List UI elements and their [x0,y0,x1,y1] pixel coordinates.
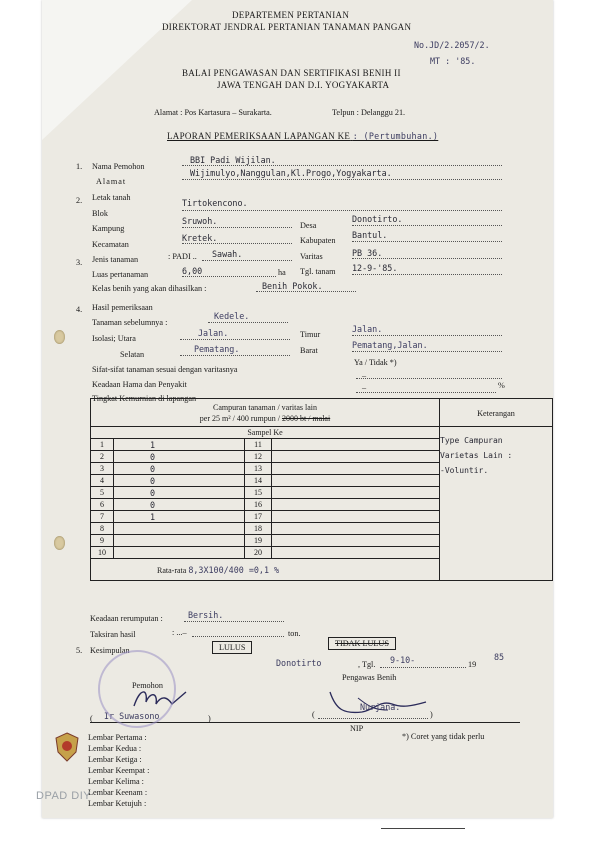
dotted-line [180,339,290,340]
dotted-line [182,243,292,244]
rata-row [91,559,440,581]
sample-value [272,475,440,487]
lembar-item: Lembar Keenam : [88,788,148,797]
kampung-value: Sruwoh. [182,216,218,226]
pemohon-label: Nama Pemohon [92,162,145,171]
section-number-4: 4. [76,305,83,314]
tgl-tanam-label: Tgl. tanam [300,267,336,276]
keterangan-line: -Voluntir. [440,466,489,475]
footer-line [381,828,465,829]
taksiran-label: Taksiran hasil [90,630,136,639]
sample-number: 1 [91,439,114,451]
isolasi-label: Isolasi; Utara [92,334,136,343]
dotted-line [256,291,356,292]
dotted-line [208,322,288,323]
lembar-item: Lembar Kedua : [88,744,142,753]
kemurnian-unit: % [498,381,505,390]
sample-value [272,487,440,499]
sample-value [272,523,440,535]
utara-value: Jalan. [198,328,229,338]
dotted-line [180,355,290,356]
sample-number: 19 [245,535,272,547]
place-value: Donotirto [276,658,322,668]
sample-value [272,535,440,547]
pemohon-sig-label: Pemohon [132,681,163,690]
coret-note: *) Coret yang tidak perlu [402,732,485,741]
sample-number: 6 [91,499,114,511]
archive-watermark: DPAD DIY [36,790,92,802]
pengawas-nip: NIP [350,724,364,733]
selatan-label: Selatan [120,350,145,359]
dotted-line [182,210,502,211]
taksiran-unit: ton. [288,629,301,638]
sample-number: 2 [91,451,114,463]
dotted-line [182,179,502,180]
sebelumnya-label: Tanaman sebelumnya : [92,318,168,327]
hama-value: – [362,371,367,380]
sample-value: 1 [114,511,245,523]
dotted-line [184,621,284,622]
report-title-text: LAPORAN PEMERIKSAAN LAPANGAN KE [167,131,351,141]
kabupaten-label: Kabupaten [300,236,336,245]
kampung-label: Kampung [92,224,125,233]
sifat-label: Sifat-sifat tanaman sesuai dengan varitasnya [92,365,238,374]
sample-value [272,511,440,523]
sample-number: 8 [91,523,114,535]
luas-label: Luas pertanaman [92,270,149,279]
dotted-line [356,378,502,379]
lembar-item: Lembar Ketiga : [88,755,142,764]
sample-value [272,499,440,511]
keterangan-line: Type Campuran [440,436,503,445]
varitas-value: PB 36. [352,248,383,258]
jenis-prefix: : PADI .. [168,252,197,261]
sample-value [114,547,245,559]
kesimpulan-label: Kesimpulan [90,646,130,655]
region-heading: JAWA TENGAH DAN D.I. YOGYAKARTA [217,80,390,90]
report-title-typed: : (Pertumbuhan.) [352,131,439,141]
punch-hole [54,330,65,344]
folded-corner [42,0,192,140]
jenis-value: Sawah. [212,249,243,259]
jenis-label: Jenis tanaman [92,255,139,264]
tgl-label: , Tgl. [358,660,376,669]
report-title [167,131,438,141]
alamat-label: Alamat [96,177,127,186]
sample-value [114,535,245,547]
hasil-label: Hasil pemeriksaan [92,303,153,312]
dotted-line [380,667,466,668]
dotted-line [352,335,502,336]
barat-value: Pematang,Jalan. [352,340,428,350]
blok-label: Blok [92,209,108,218]
sifat-value: Ya / Tidak *) [354,358,397,367]
sample-value: 0 [114,451,245,463]
date-value: 9-10- [390,655,416,665]
sample-number: 20 [245,547,272,559]
sample-number: 3 [91,463,114,475]
kemurnian-value: – [362,383,367,392]
sample-value [114,523,245,535]
sample-number: 12 [245,451,272,463]
sampel-header: Sampel Ke [91,427,440,439]
kecamatan-value: Kretek. [182,233,218,243]
dotted-line [352,241,502,242]
barat-label: Barat [300,346,318,355]
kabupaten-value: Bantul. [352,230,388,240]
sample-number: 11 [245,439,272,451]
dotted-line [182,165,502,166]
timur-label: Timur [300,330,321,339]
dotted-line [356,392,496,393]
pengawas-name: Nurjana. [360,702,401,712]
dept-heading: DEPARTEMEN PERTANIAN [232,10,350,20]
lembar-item: Lembar Pertama : [88,733,147,742]
blok-value: Tirtokencono. [182,198,248,208]
kecamatan-label: Kecamatan [92,240,129,249]
dotted-line [318,718,428,719]
dotted-line [352,274,502,275]
sample-number: 5 [91,487,114,499]
dotted-line [182,227,292,228]
tgl-tanam-value: 12-9-'85. [352,263,398,273]
pemohon-name-close: ) [208,714,211,723]
rerumputan-label: Keadaan rerumputan : [90,614,163,623]
section-number-3: 3. [76,258,83,267]
dotted-line [192,636,284,637]
sample-number: 17 [245,511,272,523]
dotted-line [202,260,292,261]
luas-value: 6,00 [182,266,203,276]
dotted-line [352,225,502,226]
kelas-value: Benih Pokok. [262,281,323,291]
taksiran-value: : ...– [172,628,187,637]
sample-value [272,451,440,463]
timur-value: Jalan. [352,324,383,334]
pemohon-value: BBI Padi Wijilan. [190,155,276,165]
letak-label: Letak tanah [92,193,131,202]
keterangan-header: Keterangan [440,399,552,427]
sample-value [272,547,440,559]
section-number-5: 5. [76,646,83,655]
sample-number: 7 [91,511,114,523]
pengawas-name-close: ) [430,710,433,719]
official-stamp [98,650,176,728]
sample-number: 18 [245,523,272,535]
lulus-box: LULUS [212,641,252,654]
sample-number: 14 [245,475,272,487]
desa-value: Donotirto. [352,214,403,224]
sample-number: 10 [91,547,114,559]
sample-number: 4 [91,475,114,487]
section-number-1: 1. [76,162,83,171]
punch-hole [54,536,65,550]
pemohon-name: Ir Suwasono [104,711,160,721]
table-header-line1: Campuran tanaman / varitas lain [213,402,317,412]
table-header-line2 [91,413,439,424]
sample-value [272,439,440,451]
regional-logo-icon [54,732,80,762]
sample-number: 9 [91,535,114,547]
desa-label: Desa [300,221,317,230]
keterangan-line: Varietas Lain : [440,451,513,460]
sample-number: 16 [245,499,272,511]
sample-number: 13 [245,463,272,475]
kelas-label: Kelas benih yang akan dihasilkan : [92,284,207,293]
rata-label: Rata-rata [157,565,187,575]
balai-heading: BALAI PENGAWASAN DAN SERTIFIKASI BENIH II [182,68,401,78]
lembar-item: Lembar Keempat : [88,766,150,775]
pengawas-name-open: ( [312,710,315,719]
table-header [91,399,440,427]
directorate-heading: DIREKTORAT JENDRAL PERTANIAN TANAMAN PANGAN [162,22,412,32]
mt-number: MT : '85. [430,56,476,66]
dotted-line [352,351,502,352]
tidak-lulus-box: TIDAK LULUS [328,637,396,650]
table-header-struck: 2000 bt / malai [281,413,331,423]
rata-value: 8,3X100/400 =0,1 % [188,564,280,575]
sample-table [90,398,553,581]
sample-value: 0 [114,463,245,475]
document-page [42,0,553,818]
alamat-value: Wijimulyo,Nanggulan,Kl.Progo,Yogyakarta. [190,168,392,178]
sample-value: 0 [114,487,245,499]
document-number: No.JD/2.2057/2. [414,40,490,50]
table-header-unit: per 25 m² / 400 rumpun / [199,413,280,423]
pengawas-sig-label: Pengawas Benih [342,673,397,682]
lembar-item: Lembar Kelima : [88,777,144,786]
luas-unit: ha [278,268,286,277]
sample-value [272,463,440,475]
section-number-2: 2. [76,196,83,205]
pemohon-name-open: ( [90,714,93,723]
year-prefix: 19 [468,660,477,669]
keterangan-column [440,399,553,581]
distribution-list [88,732,149,809]
year-value: 85 [494,652,505,662]
lembar-item: Lembar Ketujuh : [88,799,147,808]
sample-value: 1 [114,439,245,451]
sample-number: 15 [245,487,272,499]
address-text: Alamat : Pos Kartasura – Surakarta. [154,108,272,117]
sample-value: 0 [114,499,245,511]
dotted-line [352,258,502,259]
phone-text: Telpun : Delanggu 21. [332,108,406,117]
dotted-line [182,276,276,277]
rerumputan-value: Bersih. [188,610,224,620]
sebelumnya-value: Kedele. [214,311,250,321]
varitas-label: Varitas [300,252,323,261]
keterangan-value [440,427,552,478]
sample-value: 0 [114,475,245,487]
kemurnian-label: Tingkat Kemurnian di lapangan [92,394,197,403]
hama-label: Keadaan Hama dan Penyakit [92,380,187,389]
selatan-value: Pematang. [194,344,240,354]
